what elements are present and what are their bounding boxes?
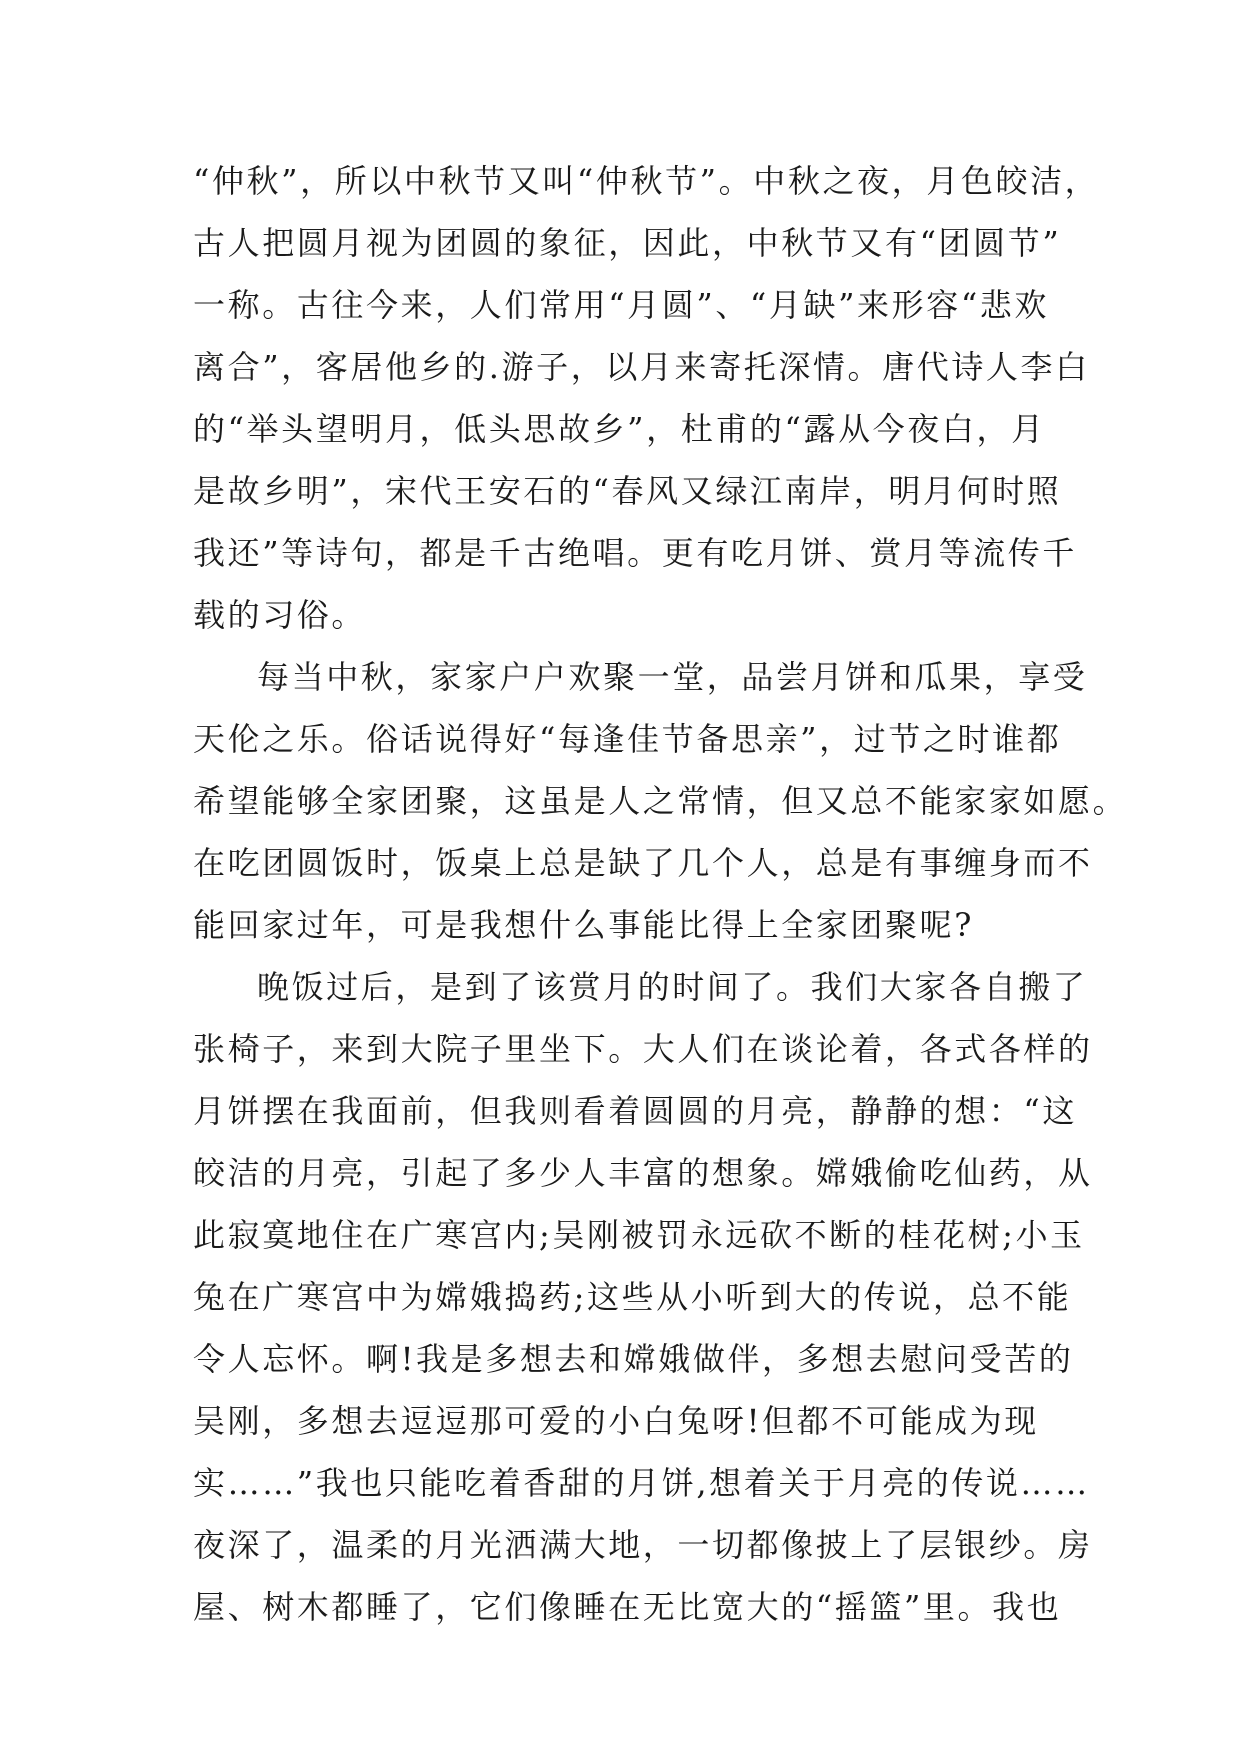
text-line: 能回家过年，可是我想什么事能比得上全家团聚呢? [193, 906, 974, 944]
text-line: 皎洁的月亮，引起了多少人丰富的想象。嫦娥偷吃仙药，从 [193, 1154, 1093, 1192]
text-line: 吴刚，多想去逗逗那可爱的小白兔呀!但都不可能成为现 [193, 1402, 1039, 1440]
text-line: 古人把圆月视为团圆的象征，因此，中秋节又有“团圆节” [193, 224, 1062, 262]
text-line: 月饼摆在我面前，但我则看着圆圆的月亮，静静的想：“这 [193, 1092, 1077, 1130]
text-line: 离合”，客居他乡的.游子，以月来寄托深情。唐代诗人李白 [193, 348, 1090, 386]
text-line: 张椅子，来到大院子里坐下。大人们在谈论着，各式各样的 [193, 1030, 1093, 1068]
text-line: 天伦之乐。俗话说得好“每逢佳节备思亲”，过节之时谁都 [193, 720, 1062, 758]
text-line: 屋、树木都睡了，它们像睡在无比宽大的“摇篮”里。我也 [193, 1588, 1062, 1626]
text-line: 一称。古往今来，人们常用“月圆”、“月缺”来形容“悲欢 [193, 286, 1049, 324]
document-body [193, 150, 1128, 1638]
text-line: 实……”我也只能吃着香甜的月饼,想着关于月亮的传说…… [193, 1464, 1090, 1502]
text-line: 是故乡明”，宋代王安石的“春风又绿江南岸，明月何时照 [193, 472, 1062, 510]
text-line: “仲秋”，所以中秋节又叫“仲秋节”。中秋之夜，月色皎洁， [193, 162, 1100, 200]
text-line: 夜深了，温柔的月光洒满大地，一切都像披上了层银纱。房 [193, 1526, 1093, 1564]
paragraph-first-line: 晚饭过后，是到了该赏月的时间了。我们大家各自搬了 [257, 968, 1088, 1006]
text-line: 我还”等诗句，都是千古绝唱。更有吃月饼、赏月等流传千 [193, 534, 1077, 572]
paragraph-first-line: 每当中秋，家家户户欢聚一堂，品尝月饼和瓜果，享受 [257, 658, 1088, 696]
text-line: 兔在广寒宫中为嫦娥捣药;这些从小听到大的传说，总不能 [193, 1278, 1072, 1316]
text-line: 此寂寞地住在广寒宫内;吴刚被罚永远砍不断的桂花树;小玉 [193, 1216, 1085, 1254]
text-line: 的“举头望明月，低头思故乡”，杜甫的“露从今夜白，月 [193, 410, 1046, 448]
text-line: 令人忘怀。啊!我是多想去和嫦娥做伴，多想去慰问受苦的 [193, 1340, 1074, 1378]
text-line: 在吃团圆饭时，饭桌上总是缺了几个人，总是有事缠身而不 [193, 844, 1093, 882]
text-line: 载的习俗。 [193, 596, 367, 634]
text-line: 希望能够全家团聚，这虽是人之常情，但又总不能家家如愿。 [193, 782, 1128, 820]
